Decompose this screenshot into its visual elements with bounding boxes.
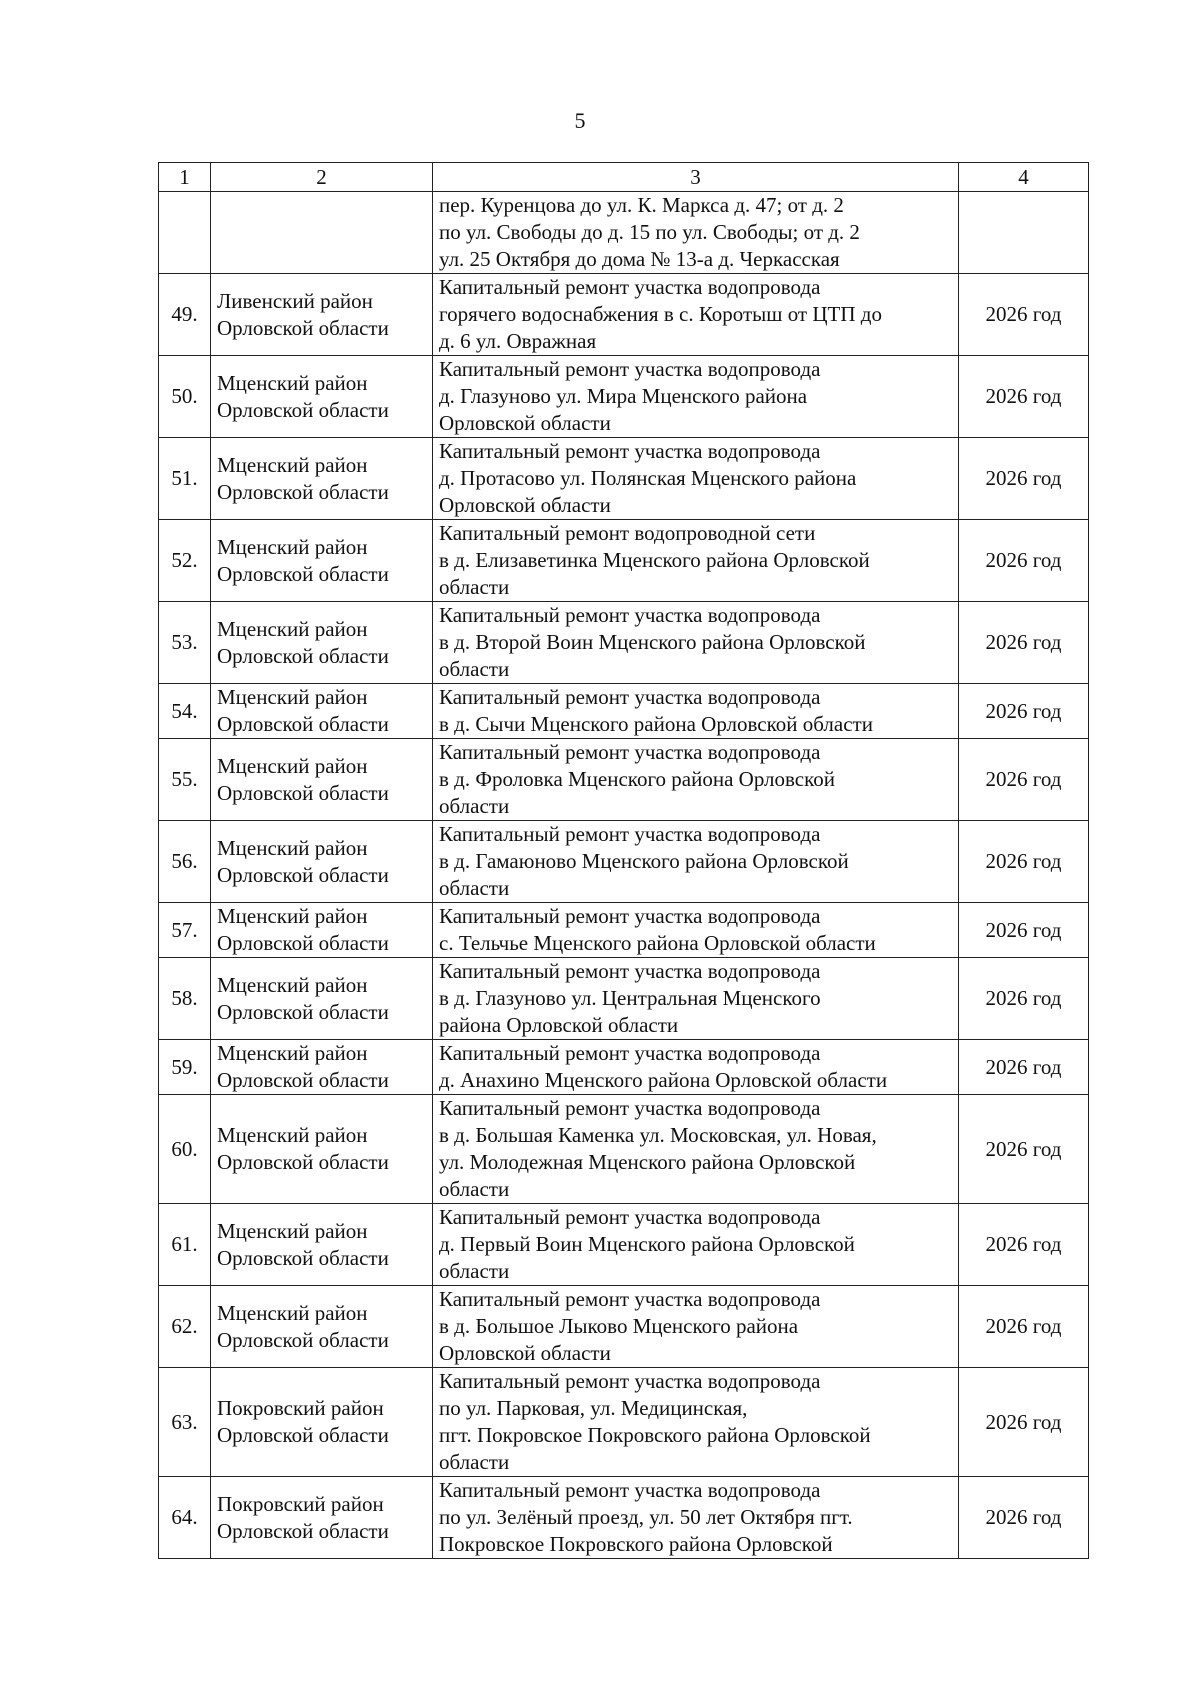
- row-number: 56.: [159, 821, 211, 903]
- header-row: [159, 163, 1089, 192]
- district-line: Ливенский район: [217, 288, 373, 313]
- table-row: [159, 274, 1089, 356]
- table-row: [159, 958, 1089, 1040]
- description-line: в д. Гамаюново Мценского района Орловской: [439, 849, 849, 873]
- description-line: ул. Молодежная Мценского района Орловской: [439, 1150, 856, 1174]
- row-number: 63.: [159, 1368, 211, 1477]
- table-row: [159, 192, 1089, 274]
- district-line: Орловской области: [217, 1327, 389, 1352]
- description-line: в д. Большое Лыково Мценского района: [439, 1314, 799, 1338]
- table-row: [159, 1368, 1089, 1477]
- row-number: 62.: [159, 1286, 211, 1368]
- row-number: 50.: [159, 356, 211, 438]
- description-line: с. Тельчье Мценского района Орловской области: [439, 931, 876, 955]
- table-row: [159, 1040, 1089, 1095]
- description-line: д. Глазуново ул. Мира Мценского района: [439, 384, 808, 408]
- table-row: [159, 684, 1089, 739]
- work-description-cell: [433, 821, 959, 903]
- district-cell: [211, 356, 433, 438]
- district-line: Мценский район: [217, 753, 368, 778]
- district-cell: [211, 958, 433, 1040]
- district-line: Мценский район: [217, 1123, 368, 1147]
- row-number: 59.: [159, 1040, 211, 1095]
- district-cell: [211, 602, 433, 684]
- year-cell: 2026 год: [959, 438, 1089, 520]
- district-line: Орловской области: [217, 315, 389, 340]
- description-line: Капитальный ремонт участка водопровода: [439, 1369, 821, 1393]
- district-cell: [211, 684, 433, 739]
- description-line: Капитальный ремонт участка водопровода: [439, 822, 821, 846]
- year-cell: 2026 год: [959, 1040, 1089, 1095]
- district-line: Мценский район: [217, 1218, 368, 1243]
- description-line: в д. Сычи Мценского района Орловской области: [439, 712, 873, 736]
- description-line: в д. Елизаветинка Мценского района Орловской: [439, 548, 870, 572]
- description-line: в д. Большая Каменка ул. Московская, ул. Новая,: [439, 1123, 877, 1147]
- district-line: Мценский район: [217, 1041, 368, 1065]
- page-number: 5: [574, 108, 586, 133]
- district-line: Орловской области: [217, 999, 389, 1024]
- district-line: Мценский район: [217, 452, 368, 477]
- district-line: Орловской области: [217, 1423, 389, 1447]
- work-description-cell: [433, 438, 959, 520]
- year-cell: 2026 год: [959, 1204, 1089, 1286]
- district-cell: [211, 1095, 433, 1204]
- work-description-cell: [433, 1204, 959, 1286]
- work-description-cell: [433, 1477, 959, 1559]
- work-description-cell: [433, 1040, 959, 1095]
- district-line: Орловской области: [217, 561, 389, 586]
- description-line: Капитальный ремонт участка водопровода: [439, 603, 821, 627]
- description-line: Покровское Покровского района Орловской: [439, 1532, 833, 1556]
- year-cell: 2026 год: [959, 356, 1089, 438]
- work-description-cell: [433, 958, 959, 1040]
- description-line: области: [439, 1177, 510, 1201]
- year-cell: 2026 год: [959, 1286, 1089, 1368]
- description-line: области: [439, 657, 510, 681]
- work-description-cell: [433, 1286, 959, 1368]
- work-description-cell: [433, 1368, 959, 1477]
- row-number: 52.: [159, 520, 211, 602]
- description-line: Капитальный ремонт участка водопровода: [439, 1478, 821, 1502]
- district-line: Орловской области: [217, 1518, 389, 1543]
- row-number: 60.: [159, 1095, 211, 1204]
- description-line: по ул. Парковая, ул. Медицинская,: [439, 1396, 748, 1420]
- year-cell: 2026 год: [959, 274, 1089, 356]
- table-row: [159, 821, 1089, 903]
- table-row: [159, 1204, 1089, 1286]
- district-line: Орловской области: [217, 479, 389, 504]
- description-line: в д. Глазуново ул. Центральная Мценского: [439, 986, 821, 1010]
- row-number: 54.: [159, 684, 211, 739]
- work-description-cell: [433, 903, 959, 958]
- row-number: 51.: [159, 438, 211, 520]
- table-body: [159, 192, 1089, 1559]
- description-line: д. Протасово ул. Полянская Мценского района: [439, 466, 857, 490]
- district-line: Мценский район: [217, 1300, 368, 1325]
- district-line: Мценский район: [217, 904, 368, 928]
- district-line: Орловской области: [217, 397, 389, 422]
- table-row: [159, 438, 1089, 520]
- table-row: [159, 1477, 1089, 1559]
- work-description-cell: [433, 192, 959, 274]
- description-line: Капитальный ремонт участка водопровода: [439, 904, 821, 928]
- table-header: [159, 163, 1089, 192]
- work-description-cell: [433, 684, 959, 739]
- description-line: по ул. Свободы до д. 15 по ул. Свободы; от д. 2: [439, 220, 860, 244]
- district-cell: [211, 1368, 433, 1477]
- description-line: Капитальный ремонт участка водопровода: [439, 357, 821, 381]
- district-cell: [211, 1477, 433, 1559]
- year-cell: 2026 год: [959, 520, 1089, 602]
- work-description-cell: [433, 602, 959, 684]
- year-cell: 2026 год: [959, 1368, 1089, 1477]
- description-line: Капитальный ремонт участка водопровода: [439, 740, 821, 764]
- row-number: [159, 192, 211, 274]
- district-line: Мценский район: [217, 616, 368, 641]
- description-line: Капитальный ремонт участка водопровода: [439, 959, 821, 983]
- year-cell: [959, 192, 1089, 274]
- district-cell: [211, 739, 433, 821]
- work-description-cell: [433, 739, 959, 821]
- description-line: д. 6 ул. Овражная: [439, 329, 597, 353]
- district-line: Орловской области: [217, 643, 389, 668]
- district-cell: [211, 903, 433, 958]
- column-header-2: 2: [211, 163, 433, 192]
- table-row: [159, 1286, 1089, 1368]
- description-line: д. Первый Воин Мценского района Орловской: [439, 1232, 855, 1256]
- description-line: Капитальный ремонт участка водопровода: [439, 275, 821, 299]
- works-table: [158, 162, 1089, 1559]
- description-line: Орловской области: [439, 1341, 611, 1365]
- work-description-cell: [433, 274, 959, 356]
- district-cell: [211, 192, 433, 274]
- row-number: 64.: [159, 1477, 211, 1559]
- row-number: 55.: [159, 739, 211, 821]
- description-line: Капитальный ремонт участка водопровода: [439, 685, 821, 709]
- table-row: [159, 739, 1089, 821]
- row-number: 57.: [159, 903, 211, 958]
- description-line: Капитальный ремонт участка водопровода: [439, 1096, 821, 1120]
- description-line: в д. Второй Воин Мценского района Орловской: [439, 630, 866, 654]
- description-line: Орловской области: [439, 411, 611, 435]
- row-number: 61.: [159, 1204, 211, 1286]
- district-line: Покровский район: [217, 1491, 384, 1516]
- district-line: Мценский район: [217, 370, 368, 395]
- year-cell: 2026 год: [959, 602, 1089, 684]
- column-header-4: 4: [959, 163, 1089, 192]
- column-header-1: 1: [159, 163, 211, 192]
- year-cell: 2026 год: [959, 684, 1089, 739]
- year-cell: 2026 год: [959, 958, 1089, 1040]
- description-line: пгт. Покровское Покровского района Орловской: [439, 1423, 871, 1447]
- district-line: Мценский район: [217, 835, 368, 860]
- year-cell: 2026 год: [959, 821, 1089, 903]
- year-cell: 2026 год: [959, 739, 1089, 821]
- year-cell: 2026 год: [959, 1477, 1089, 1559]
- district-cell: [211, 438, 433, 520]
- description-line: области: [439, 575, 510, 599]
- district-line: Покровский район: [217, 1396, 384, 1420]
- district-line: Орловской области: [217, 1068, 389, 1092]
- row-number: 49.: [159, 274, 211, 356]
- table-row: [159, 903, 1089, 958]
- column-header-3: 3: [433, 163, 959, 192]
- district-line: Орловской области: [217, 1150, 389, 1174]
- district-line: Мценский район: [217, 534, 368, 559]
- work-description-cell: [433, 520, 959, 602]
- work-description-cell: [433, 356, 959, 438]
- row-number: 53.: [159, 602, 211, 684]
- table-row: [159, 1095, 1089, 1204]
- district-cell: [211, 274, 433, 356]
- description-line: области: [439, 794, 510, 818]
- table-row: [159, 356, 1089, 438]
- description-line: горячего водоснабжения в с. Коротыш от ЦТП до: [439, 302, 882, 326]
- description-line: Капитальный ремонт участка водопровода: [439, 1041, 821, 1065]
- description-line: Капитальный ремонт участка водопровода: [439, 1287, 821, 1311]
- description-line: в д. Фроловка Мценского района Орловской: [439, 767, 836, 791]
- description-line: Капитальный ремонт участка водопровода: [439, 1205, 821, 1229]
- year-cell: 2026 год: [959, 1095, 1089, 1204]
- description-line: по ул. Зелёный проезд, ул. 50 лет Октября пгт.: [439, 1505, 853, 1529]
- district-line: Мценский район: [217, 685, 368, 709]
- description-line: Капитальный ремонт участка водопровода: [439, 439, 821, 463]
- district-cell: [211, 1286, 433, 1368]
- table-row: [159, 602, 1089, 684]
- description-line: Капитальный ремонт водопроводной сети: [439, 521, 816, 545]
- district-line: Орловской области: [217, 931, 389, 955]
- district-cell: [211, 821, 433, 903]
- description-line: ул. 25 Октября до дома № 13-а д. Черкасская: [439, 247, 840, 271]
- table-row: [159, 520, 1089, 602]
- district-cell: [211, 1040, 433, 1095]
- description-line: области: [439, 876, 510, 900]
- district-line: Орловской области: [217, 712, 389, 736]
- district-cell: [211, 1204, 433, 1286]
- year-cell: 2026 год: [959, 903, 1089, 958]
- district-line: Орловской области: [217, 1245, 389, 1270]
- district-cell: [211, 520, 433, 602]
- description-line: Орловской области: [439, 493, 611, 517]
- district-line: Мценский район: [217, 972, 368, 997]
- row-number: 58.: [159, 958, 211, 1040]
- description-line: области: [439, 1259, 510, 1283]
- district-line: Орловской области: [217, 862, 389, 887]
- description-line: области: [439, 1450, 510, 1474]
- description-line: д. Анахино Мценского района Орловской области: [439, 1068, 888, 1092]
- description-line: пер. Куренцова до ул. К. Маркса д. 47; от д. 2: [439, 193, 844, 217]
- district-line: Орловской области: [217, 780, 389, 805]
- description-line: района Орловской области: [439, 1013, 679, 1037]
- work-description-cell: [433, 1095, 959, 1204]
